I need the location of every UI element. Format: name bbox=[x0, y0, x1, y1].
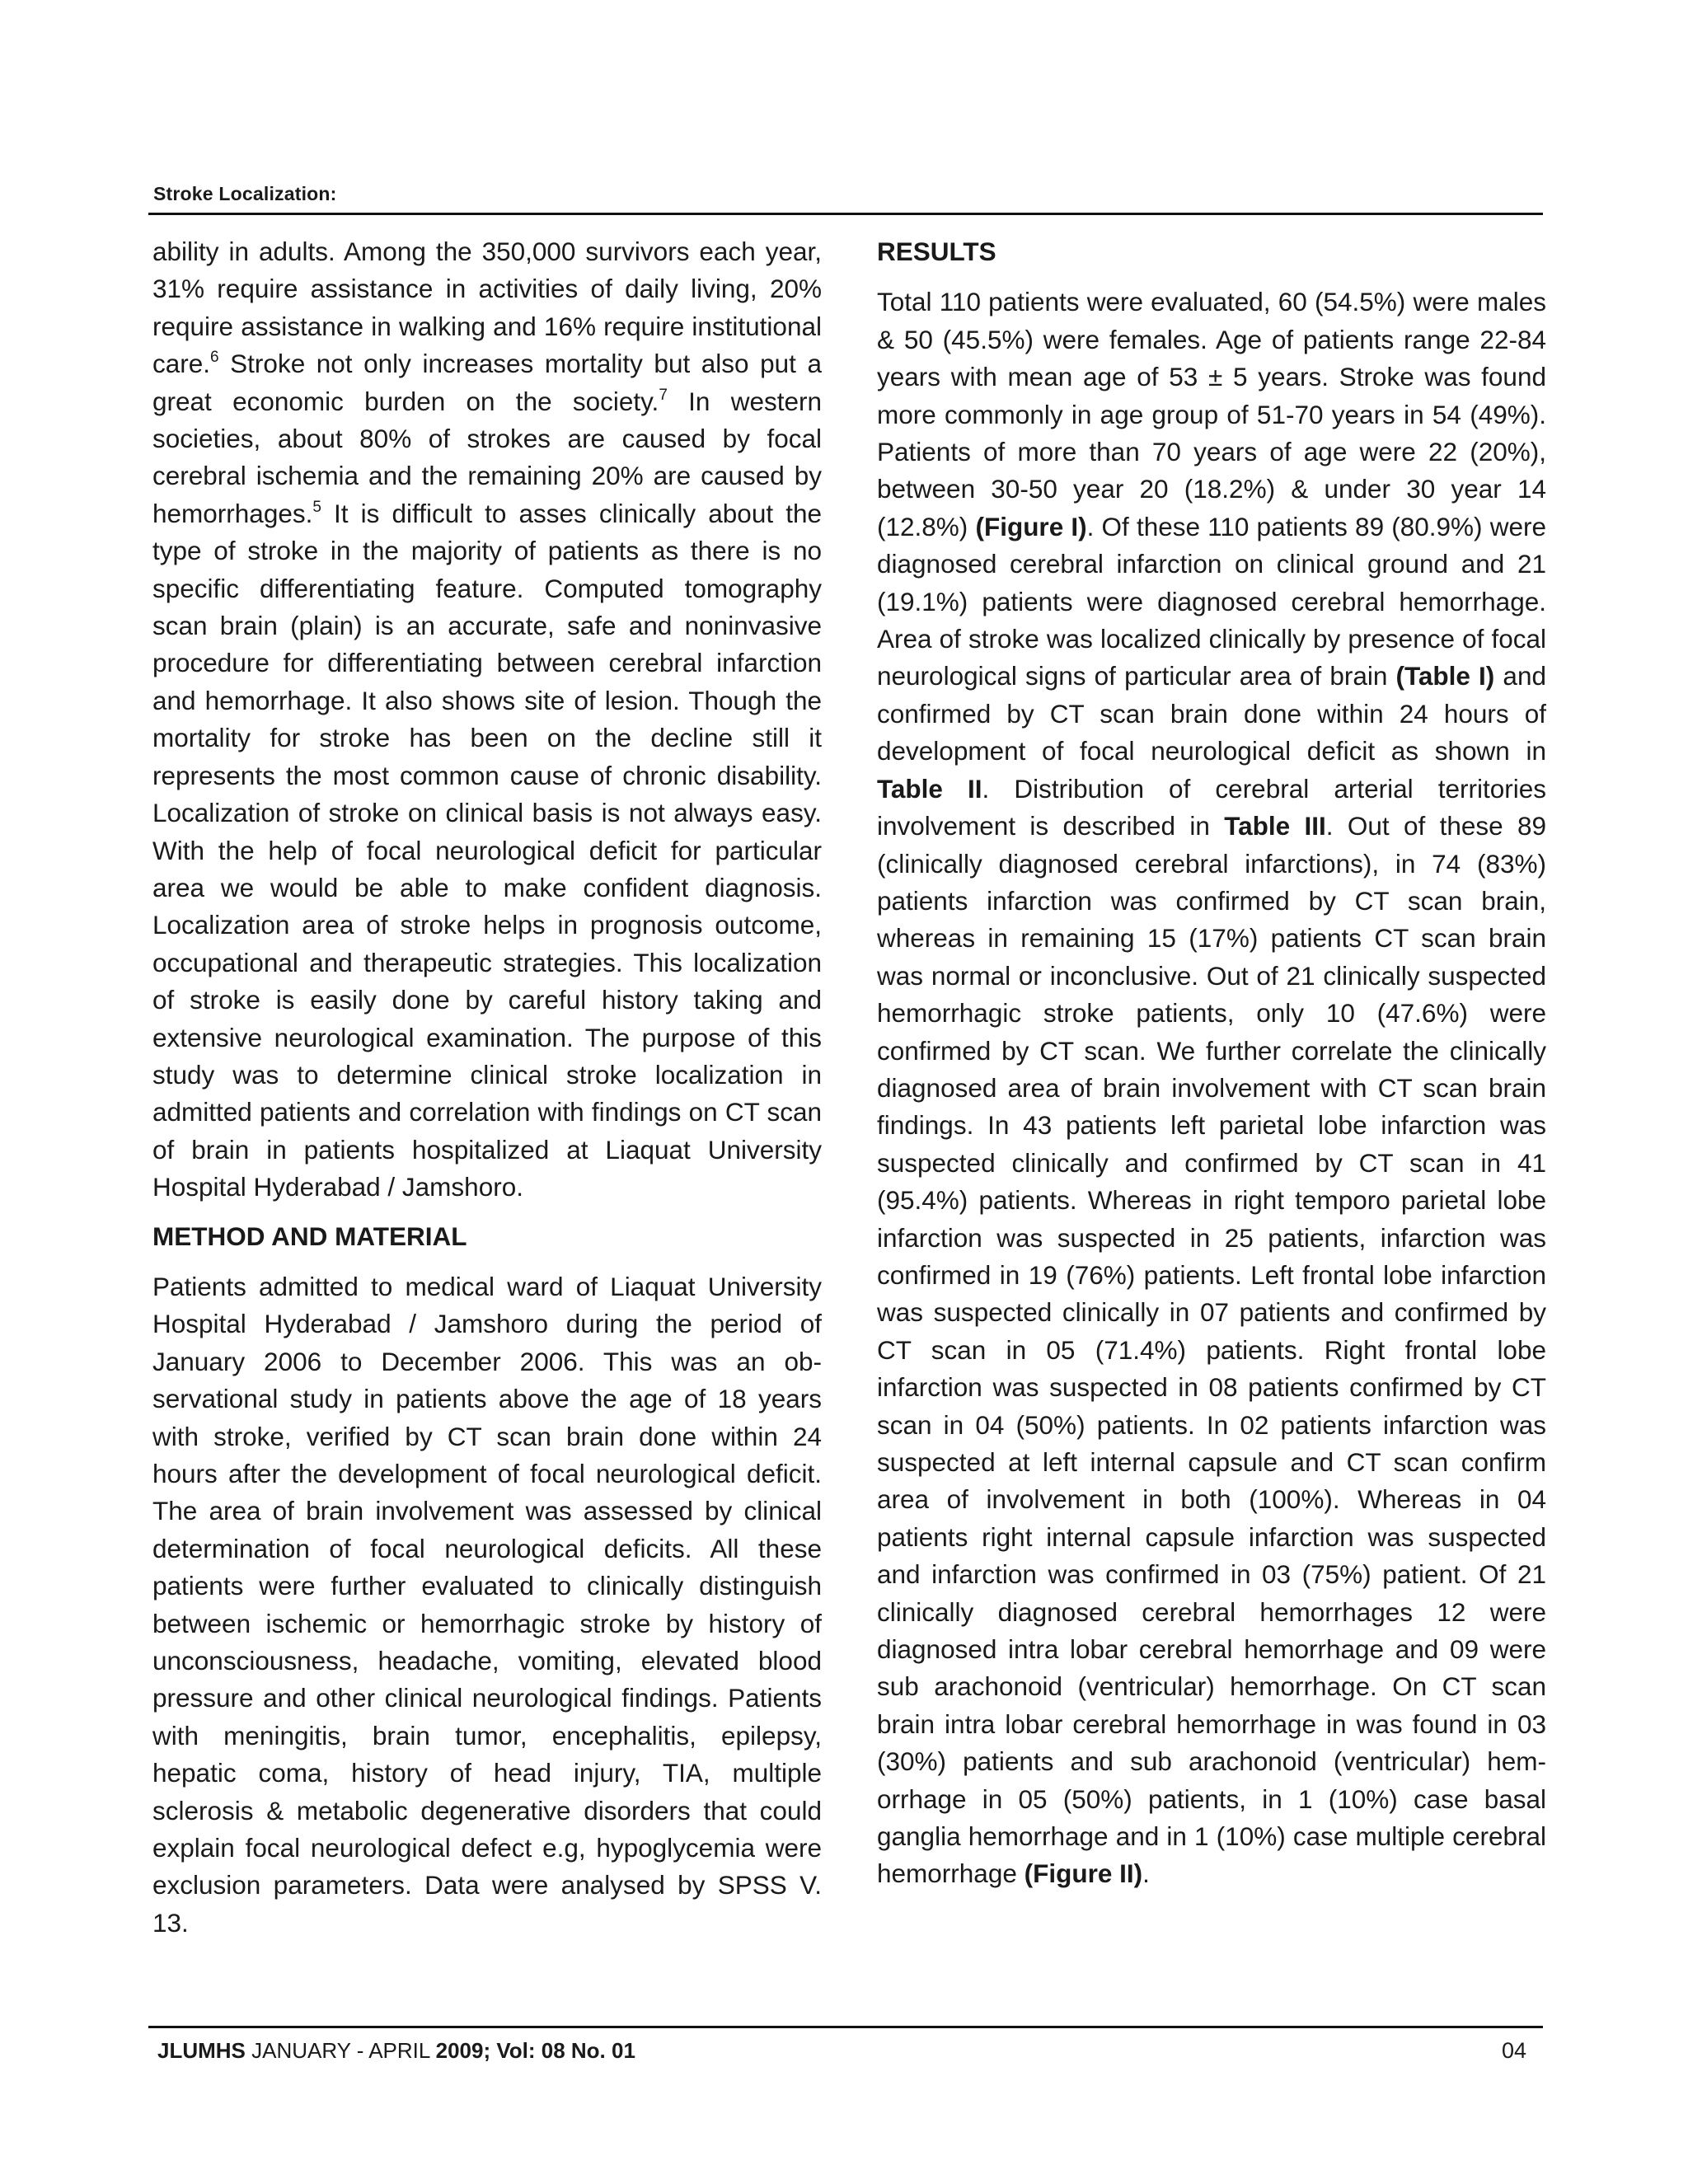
results-text-1: Total 110 patients were evaluated, 60 (54.5%) were males & 50 (45.5%) were females. Age of patients range 22-84 years with mean age of 53 ± 5 years. Stroke was found more commonly in age group of 51-70 years in 54 (49%). Patients of more than 70 years of age were 22 (20%), between 30-50 year 20 (18.2%) & under 30 year 14 (12.8%) bbox=[877, 287, 1546, 541]
table-2-reference: Table II bbox=[877, 773, 982, 804]
right-column bbox=[877, 233, 1546, 1893]
results-text-5: . Out of these 89 (clinically diagnosed cerebral infarctions), in 74 (83%) patients infarction was confirmed by CT scan brain, whereas in remaining 15 (17%) patients CT scan brain was normal or inconclusive. Out of 21 clinically suspected hemorrhagic stroke patients, only 10 (47.6%) were confirmed by CT scan. We further correlate the clinically diagnosed area of brain involvement with CT scan brain findings. In 43 patients left parietal lobe infarction was suspected clinically and confirmed by CT scan in 41 (95.4%) patients. Whereas in right temporo parietal lobe infarction was suspected in 25 patients, infarction was confirmed in 19 (76%) patients. Left frontal lobe infarction was suspected clinically in 07 patients and confirmed by CT scan in 05 (71.4%) patients. Right frontal lobe infarction was suspected in 08 patients confirmed by CT scan in 04 (50%) patients. In 02 patients infarction was suspected at left internal capsule and CT scan confirm area of involvement in both (100%). Whereas in 04 patients right internal capsule infarction was suspected and infarction was confirmed in 03 (75%) patient. Of 21 clinically diagnosed cerebral hemorrhages 12 were diagnosed intra lobar cerebral hemorrhage and 09 were sub arachonoid (ventricular) hemorrhage. On CT scan brain intra lobar cerebral hemorrhage in was found in 03 (30%) patients and sub arachonoid (ventricular) hemorrhage in 05 (50%) patients, in 1 (10%) case basal ganglia hemorrhage and in 1 (10%) case multiple cerebral hemorrhage bbox=[877, 811, 1546, 1889]
intro-text-4: It is difficult to asses clinically about the type of stroke in the majority of patients as there is no specific differentiating feature. Computed tomography scan brain (plain) is an accurate, safe and noninvasive procedure for differentiating between cerebral infarction and hemorrhage. It also shows site of lesion. Though the mortality for stroke has been on the decline still it represents the most common cause of chronic disability. Localization of stroke on clinical basis is not always easy. With the help of focal neurological deficit for particular area we would be able to make confident diagnosis. Localization area of stroke helps in prognosis outcome, occupational and therapeutic strategies. This localization of stroke is easily done by careful history taking and extensive neurological examination. The purpose of this study was to determine clinical stroke localization in admitted patients and correlation with findings on CT scan of brain in patients hospitalized at Liaquat University Hospital Hyderabad / Jamshoro. bbox=[152, 498, 822, 1202]
intro-text-1: ability in adults. Among the 350,000 survivors each year, 31% require assistance in activities of daily living, 20% require assistance in walking and 16% require institutional care. bbox=[152, 237, 822, 379]
issue-year-volume: 2009; Vol: 08 No. 01 bbox=[435, 2038, 635, 2063]
page-number: 04 bbox=[1502, 2038, 1527, 2063]
journal-name: JLUMHS bbox=[157, 2038, 246, 2063]
footer-rule bbox=[148, 2026, 1543, 2028]
intro-text-2: Stroke not only increases mortality but also put a great economic burden on the society. bbox=[152, 349, 822, 416]
journal-citation bbox=[157, 2038, 635, 2064]
results-heading: RESULTS bbox=[877, 237, 996, 266]
table-3-reference: Table III bbox=[1224, 811, 1326, 841]
intro-text-3: In western societies, about 80% of strokes are caused by focal cerebral ischemia and the remaining 20% are caused by hemorrhages. bbox=[152, 386, 822, 528]
citation-6: 6 bbox=[210, 349, 219, 367]
citation-5: 5 bbox=[312, 498, 321, 516]
header-rule bbox=[148, 213, 1543, 215]
results-text-6: . bbox=[1142, 1858, 1150, 1889]
figure-1-reference: (Figure I) bbox=[975, 511, 1087, 541]
method-paragraph: Patients admitted to medical ward of Liaquat University Hospital Hyderabad / Jamshoro during the period of January 2006 to December 2006. This was an observational study in patients above the age of 18 years with stroke, verified by CT scan brain done within 24 hours after the development of focal neurological deficit. The area of brain involvement was assessed by clinical determination of focal neurological deficits. All these patients were further evaluated to clinically distinguish between ischemic or hemorrhagic stroke by history of unconsciousness, headache, vomiting, elevated blood pressure and other clinical neurological findings. Patients with meningitis, brain tumor, encephalitis, epilepsy, hepatic coma, history of head injury, TIA, multiple sclerosis & metabolic degenerative disorders that could explain focal neurological defect e.g, hypoglycemia were exclusion parameters. Data were analysed by SPSS V. 13. bbox=[152, 1271, 822, 1938]
results-text-2: . Of these 110 patients 89 (80.9%) were diagnosed cerebral infarction on clinical ground and 21 (19.1%) patients were diagnosed cerebral hemorrhage. Area of stroke was localized clinically by presence of focal neurological signs of particular area of brain bbox=[877, 511, 1546, 691]
table-1-reference: (Table I) bbox=[1395, 661, 1495, 691]
introduction-paragraph bbox=[152, 233, 822, 1207]
left-column bbox=[152, 233, 822, 1942]
figure-2-reference: (Figure II) bbox=[1024, 1858, 1143, 1889]
method-heading: METHOD AND MATERIAL bbox=[152, 1221, 467, 1251]
citation-7: 7 bbox=[659, 386, 668, 404]
results-text-4: . Distribution of cerebral arterial territories involvement is described in bbox=[877, 773, 1546, 841]
results-paragraph bbox=[877, 284, 1546, 1892]
running-title: Stroke Localization: bbox=[153, 183, 337, 204]
issue-months: JANUARY - APRIL bbox=[245, 2038, 436, 2063]
results-text-3: and confirmed by CT scan brain done within 24 hours of development of focal neurological deficit as shown in bbox=[877, 661, 1546, 766]
